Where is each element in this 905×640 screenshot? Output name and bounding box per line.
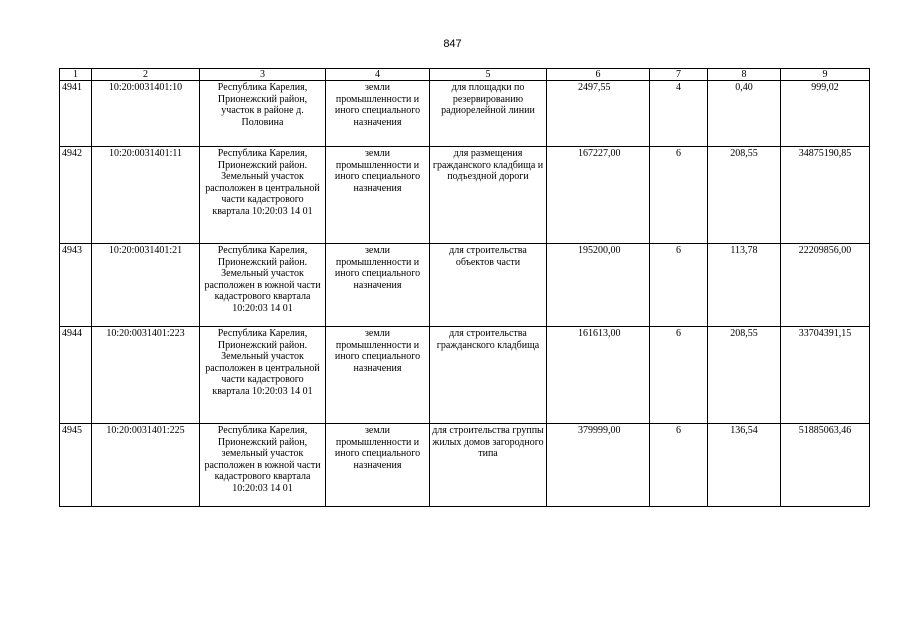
row-number: 4945 [60,424,92,507]
specific-value: 208,55 [708,147,781,244]
cadastral-number: 10:20:0031401:21 [92,244,200,327]
cadastral-value: 22209856,00 [781,244,870,327]
row-number: 4942 [60,147,92,244]
permitted-use: для строительства группы жилых домов загородного типа [430,424,547,507]
area: 161613,00 [547,327,650,424]
table-row [60,81,870,147]
cadastral-value: 34875190,85 [781,147,870,244]
column-header: 9 [781,69,870,81]
land-category: земли промышленности и иного специального назначения [326,81,430,147]
cadastral-value: 999,02 [781,81,870,147]
cadastral-number: 10:20:0031401:10 [92,81,200,147]
land-category: земли промышленности и иного специального назначения [326,327,430,424]
area: 379999,00 [547,424,650,507]
permitted-use: для строительства гражданского кладбища [430,327,547,424]
land-category: земли промышленности и иного специального назначения [326,147,430,244]
row-number: 4943 [60,244,92,327]
specific-value: 136,54 [708,424,781,507]
table-row [60,424,870,507]
specific-value: 208,55 [708,327,781,424]
column-header: 5 [430,69,547,81]
table-row [60,147,870,244]
column-header: 2 [92,69,200,81]
column-header: 6 [547,69,650,81]
cadastral-number: 10:20:0031401:225 [92,424,200,507]
area: 2497,55 [547,81,650,147]
area: 167227,00 [547,147,650,244]
group-number: 6 [650,244,708,327]
column-header: 8 [708,69,781,81]
permitted-use: для строительства объектов части [430,244,547,327]
specific-value: 0,40 [708,81,781,147]
group-number: 6 [650,147,708,244]
column-header: 4 [326,69,430,81]
page-number: 847 [443,38,462,50]
area: 195200,00 [547,244,650,327]
location: Республика Карелия, Прионежский район. Земельный участок расположен в центральной части кадастрового квартала 10:20:03 14 01 [200,327,326,424]
permitted-use: для площадки по резервированию радиорелейной линии [430,81,547,147]
column-header: 1 [60,69,92,81]
permitted-use: для размещения гражданского кладбища и подъездной дороги [430,147,547,244]
cadastral-value: 51885063,46 [781,424,870,507]
group-number: 6 [650,327,708,424]
column-header: 3 [200,69,326,81]
cadastral-number: 10:20:0031401:11 [92,147,200,244]
column-header: 7 [650,69,708,81]
land-registry-table [59,68,870,507]
row-number: 4944 [60,327,92,424]
cadastral-number: 10:20:0031401:223 [92,327,200,424]
row-number: 4941 [60,81,92,147]
location: Республика Карелия, Прионежский район. Земельный участок расположен в центральной части кадастрового квартала 10:20:03 14 01 [200,147,326,244]
cadastral-value: 33704391,15 [781,327,870,424]
location: Республика Карелия, Прионежский район, земельный участок расположен в южной части кадастрового квартала 10:20:03 14 01 [200,424,326,507]
land-category: земли промышленности и иного специального назначения [326,244,430,327]
header-row [60,69,870,81]
specific-value: 113,78 [708,244,781,327]
table-row [60,244,870,327]
group-number: 6 [650,424,708,507]
group-number: 4 [650,81,708,147]
table-row [60,327,870,424]
land-category: земли промышленности и иного специального назначения [326,424,430,507]
location: Республика Карелия, Прионежский район, участок в районе д. Половина [200,81,326,147]
location: Республика Карелия, Прионежский район. Земельный участок расположен в южной части кадастрового квартала 10:20:03 14 01 [200,244,326,327]
